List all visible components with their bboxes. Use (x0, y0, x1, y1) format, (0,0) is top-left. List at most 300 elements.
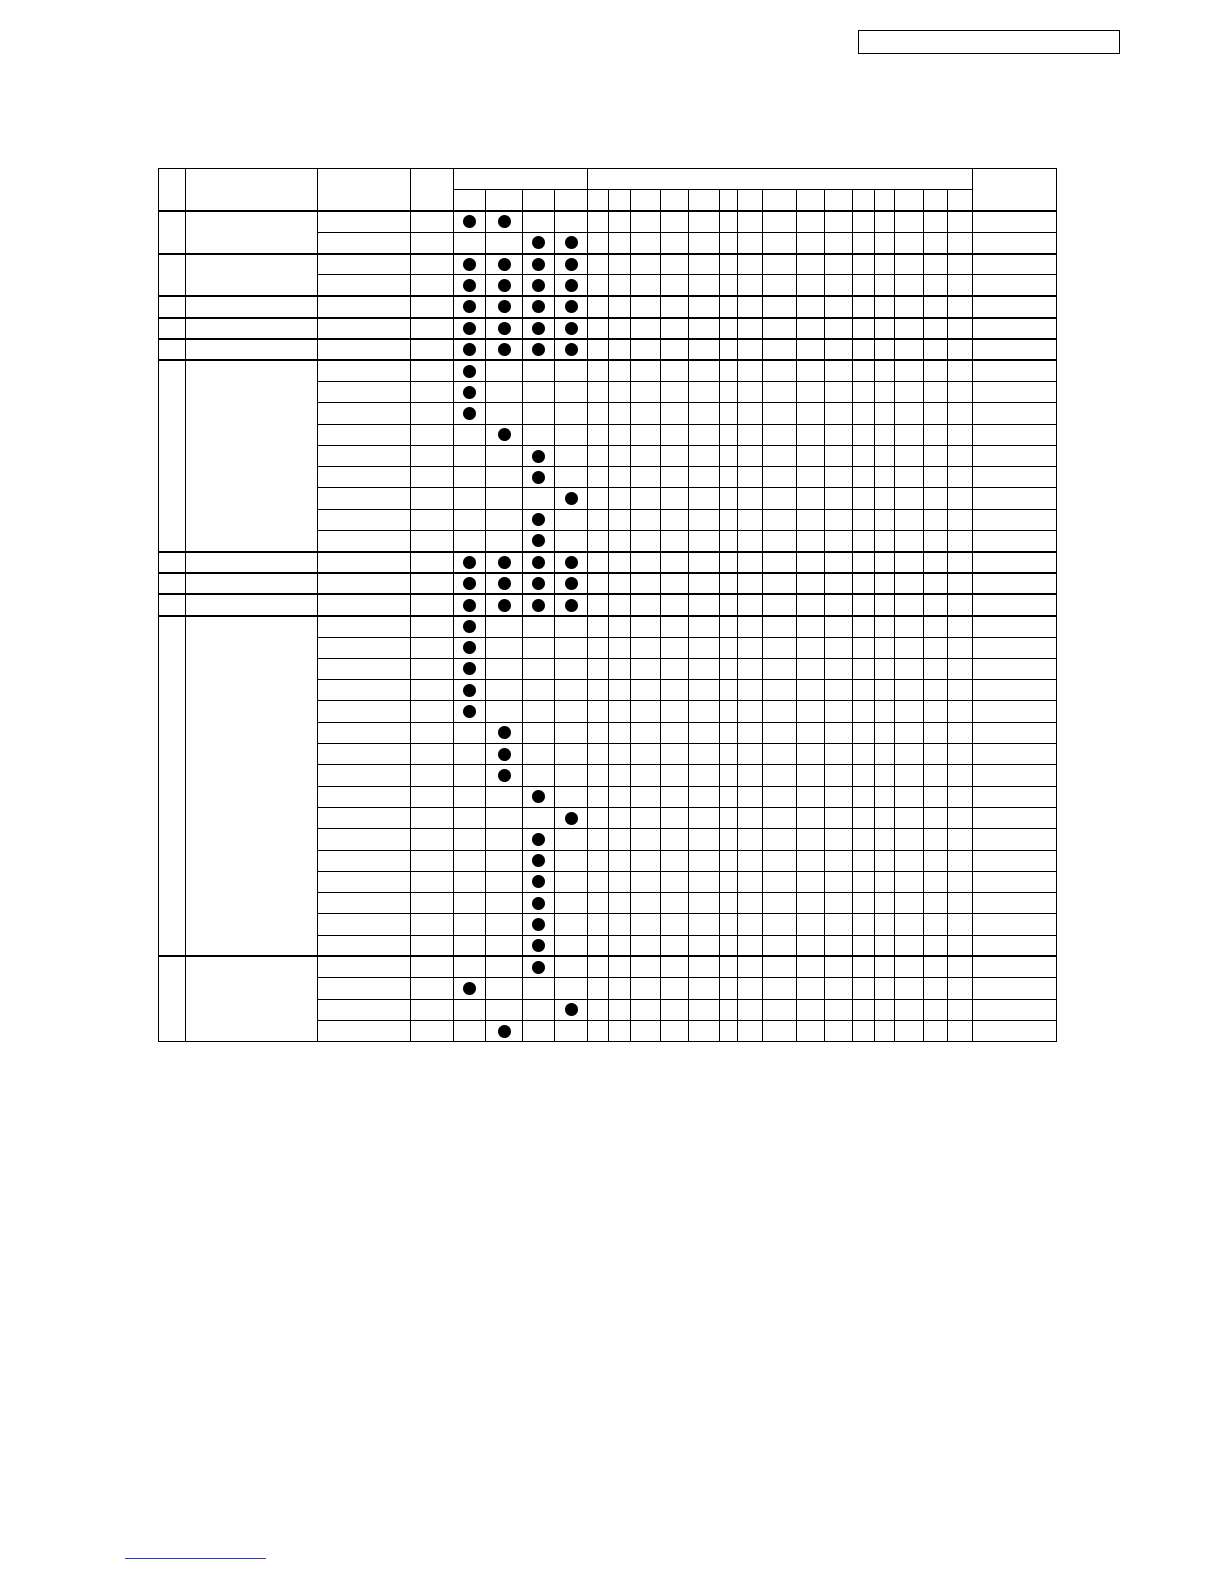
blank-grid-cell (948, 467, 973, 488)
blank-grid-cell (895, 956, 924, 977)
blank-grid-cell (588, 956, 609, 977)
blank-grid-cell (875, 914, 895, 935)
filled-circle-icon (532, 599, 545, 612)
blank-grid-cell (763, 467, 797, 488)
sub-part-cell (318, 275, 411, 296)
blank-grid-cell (875, 594, 895, 615)
sub-part-cell (318, 488, 411, 509)
parts-matrix-table (158, 168, 1057, 1042)
blank-grid-cell (853, 871, 875, 892)
blank-grid-cell (924, 1020, 948, 1041)
blank-grid-cell (588, 850, 609, 871)
remarks-cell (973, 616, 1057, 637)
blank-grid-cell (895, 424, 924, 445)
blank-grid-cell (609, 552, 631, 573)
model-check-cell (486, 488, 523, 509)
part-name-cell (186, 573, 318, 594)
blank-grid-cell (689, 956, 720, 977)
blank-grid-cell (738, 594, 763, 615)
header-no (159, 169, 186, 212)
blank-grid-cell (609, 211, 631, 232)
blank-grid-cell (689, 594, 720, 615)
blank-grid-cell (853, 445, 875, 466)
table-row (159, 296, 1057, 317)
blank-grid-cell (924, 445, 948, 466)
blank-grid-cell (763, 424, 797, 445)
blank-grid-cell (661, 445, 689, 466)
filled-circle-icon (463, 386, 476, 399)
blank-grid-cell (763, 871, 797, 892)
blank-grid-cell (689, 680, 720, 701)
qty-cell (411, 786, 454, 807)
model-check-cell (555, 318, 588, 339)
blank-grid-cell (825, 616, 853, 637)
blank-grid-cell (738, 956, 763, 977)
model-check-cell (454, 893, 486, 914)
remarks-cell (973, 871, 1057, 892)
blank-grid-cell (689, 339, 720, 360)
blank-grid-cell (948, 573, 973, 594)
blank-grid-cell (689, 616, 720, 637)
qty-cell (411, 978, 454, 999)
blank-grid-cell (609, 999, 631, 1020)
blank-grid-cell (738, 339, 763, 360)
blank-grid-cell (609, 914, 631, 935)
filled-circle-icon (532, 790, 545, 803)
qty-cell (411, 467, 454, 488)
blank-grid-cell (763, 275, 797, 296)
blank-grid-cell (720, 786, 738, 807)
model-check-cell (454, 871, 486, 892)
model-check-cell (523, 637, 555, 658)
blank-grid-cell (661, 658, 689, 679)
remarks-cell (973, 594, 1057, 615)
blank-grid-cell (825, 637, 853, 658)
blank-grid-cell (738, 978, 763, 999)
blank-grid-cell (825, 871, 853, 892)
remarks-cell (973, 424, 1057, 445)
blank-grid-cell (689, 467, 720, 488)
blank-grid-cell (924, 829, 948, 850)
blank-grid-cell (924, 381, 948, 402)
blank-grid-cell (763, 744, 797, 765)
blank-grid-cell (631, 893, 661, 914)
blank-grid-cell (853, 829, 875, 850)
model-check-cell (523, 871, 555, 892)
blank-grid-cell (825, 573, 853, 594)
blank-grid-cell (609, 786, 631, 807)
blank-grid-cell (661, 850, 689, 871)
blank-grid-cell (631, 424, 661, 445)
sub-part-cell (318, 381, 411, 402)
blank-grid-cell (588, 275, 609, 296)
model-check-cell (555, 552, 588, 573)
model-check-cell (523, 594, 555, 615)
blank-grid-cell (763, 893, 797, 914)
blank-grid-cell (797, 275, 825, 296)
blank-grid-cell (588, 381, 609, 402)
blank-grid-cell (738, 765, 763, 786)
blank-grid-cell (895, 893, 924, 914)
blank-grid-cell (720, 531, 738, 552)
model-check-cell (454, 701, 486, 722)
blank-grid-cell (825, 701, 853, 722)
qty-cell (411, 658, 454, 679)
filled-circle-icon (463, 641, 476, 654)
blank-grid-cell (588, 765, 609, 786)
blank-grid-cell (738, 871, 763, 892)
blank-grid-cell (895, 829, 924, 850)
filled-circle-icon (498, 577, 511, 590)
blank-grid-cell (609, 594, 631, 615)
blank-grid-cell (588, 573, 609, 594)
blank-grid-cell (738, 232, 763, 253)
blank-grid-cell (631, 978, 661, 999)
model-check-cell (486, 680, 523, 701)
blank-grid-cell (661, 531, 689, 552)
blank-grid-cell (875, 445, 895, 466)
model-check-cell (454, 765, 486, 786)
model-check-cell (555, 254, 588, 275)
sub-part-cell (318, 658, 411, 679)
model-check-cell (555, 722, 588, 743)
remarks-cell (973, 744, 1057, 765)
blank-grid-cell (895, 680, 924, 701)
blank-grid-cell (588, 829, 609, 850)
blank-grid-cell (661, 552, 689, 573)
row-number-cell (159, 573, 186, 594)
blank-grid-cell (720, 893, 738, 914)
blank-grid-cell (588, 1020, 609, 1041)
model-check-cell (523, 850, 555, 871)
remarks-cell (973, 893, 1057, 914)
remarks-cell (973, 445, 1057, 466)
filled-circle-icon (532, 556, 545, 569)
blank-grid-cell (825, 786, 853, 807)
model-check-cell (486, 509, 523, 530)
blank-grid-cell (763, 680, 797, 701)
sub-part-cell (318, 467, 411, 488)
blank-grid-cell (588, 403, 609, 424)
blank-grid-cell (631, 296, 661, 317)
filled-circle-icon (532, 471, 545, 484)
blank-grid-cell (588, 722, 609, 743)
filled-circle-icon (532, 534, 545, 547)
blank-grid-cell (875, 573, 895, 594)
blank-grid-cell (763, 509, 797, 530)
sub-part-cell (318, 893, 411, 914)
model-check-cell (523, 296, 555, 317)
blank-grid-cell (895, 807, 924, 828)
sub-part-cell (318, 318, 411, 339)
blank-grid-cell (738, 275, 763, 296)
blank-grid-cell (689, 893, 720, 914)
blank-grid-cell (720, 914, 738, 935)
filled-circle-icon (463, 599, 476, 612)
blank-grid-cell (631, 744, 661, 765)
blank-grid-cell (853, 552, 875, 573)
qty-cell (411, 722, 454, 743)
blank-grid-cell (631, 275, 661, 296)
blank-grid-cell (763, 318, 797, 339)
blank-grid-cell (875, 680, 895, 701)
model-check-cell (454, 488, 486, 509)
qty-cell (411, 509, 454, 530)
blank-grid-cell (875, 296, 895, 317)
blank-grid-cell (924, 254, 948, 275)
blank-grid-cell (797, 339, 825, 360)
blank-grid-cell (609, 232, 631, 253)
blank-grid-cell (631, 1020, 661, 1041)
remarks-cell (973, 722, 1057, 743)
row-number-cell (159, 594, 186, 615)
blank-grid-cell (797, 829, 825, 850)
part-name-cell (186, 254, 318, 297)
blank-grid-cell (797, 424, 825, 445)
blank-grid-cell (720, 296, 738, 317)
qty-cell (411, 850, 454, 871)
model-check-cell (454, 467, 486, 488)
remarks-cell (973, 211, 1057, 232)
model-check-cell (523, 531, 555, 552)
blank-grid-cell (924, 531, 948, 552)
model-check-cell (454, 978, 486, 999)
blank-grid-cell (720, 275, 738, 296)
remarks-cell (973, 318, 1057, 339)
filled-circle-icon (565, 492, 578, 505)
blank-grid-cell (631, 488, 661, 509)
blank-grid-cell (661, 956, 689, 977)
qty-cell (411, 275, 454, 296)
blank-grid-cell (738, 893, 763, 914)
model-check-cell (454, 680, 486, 701)
header-group-b-col (853, 190, 875, 211)
model-check-cell (486, 978, 523, 999)
blank-grid-cell (797, 445, 825, 466)
filled-circle-icon (532, 961, 545, 974)
blank-grid-cell (895, 381, 924, 402)
sub-part-cell (318, 914, 411, 935)
blank-grid-cell (738, 722, 763, 743)
blank-grid-cell (825, 658, 853, 679)
blank-grid-cell (738, 616, 763, 637)
blank-grid-cell (588, 786, 609, 807)
model-check-cell (523, 488, 555, 509)
filled-circle-icon (463, 407, 476, 420)
blank-grid-cell (631, 637, 661, 658)
model-check-cell (555, 765, 588, 786)
blank-grid-cell (720, 871, 738, 892)
model-check-cell (555, 829, 588, 850)
table-row (159, 616, 1057, 637)
blank-grid-cell (720, 658, 738, 679)
qty-cell (411, 360, 454, 381)
blank-grid-cell (588, 488, 609, 509)
blank-grid-cell (609, 807, 631, 828)
model-check-cell (555, 403, 588, 424)
model-check-cell (555, 658, 588, 679)
blank-grid-cell (763, 786, 797, 807)
model-check-cell (454, 360, 486, 381)
blank-grid-cell (875, 424, 895, 445)
blank-grid-cell (738, 531, 763, 552)
blank-grid-cell (689, 637, 720, 658)
model-check-cell (555, 807, 588, 828)
model-check-cell (523, 807, 555, 828)
qty-cell (411, 1020, 454, 1041)
sub-part-cell (318, 445, 411, 466)
qty-cell (411, 956, 454, 977)
blank-grid-cell (853, 254, 875, 275)
blank-grid-cell (948, 232, 973, 253)
qty-cell (411, 445, 454, 466)
model-check-cell (454, 658, 486, 679)
model-check-cell (486, 914, 523, 935)
blank-grid-cell (738, 701, 763, 722)
blank-grid-cell (825, 850, 853, 871)
blank-grid-cell (763, 701, 797, 722)
qty-cell (411, 254, 454, 275)
model-check-cell (454, 616, 486, 637)
model-check-cell (454, 594, 486, 615)
blank-grid-cell (895, 531, 924, 552)
qty-cell (411, 829, 454, 850)
blank-grid-cell (720, 637, 738, 658)
blank-grid-cell (661, 744, 689, 765)
blank-grid-cell (689, 296, 720, 317)
model-check-cell (454, 296, 486, 317)
qty-cell (411, 871, 454, 892)
blank-grid-cell (720, 765, 738, 786)
model-check-cell (486, 935, 523, 956)
header-group-a-col (523, 190, 555, 211)
blank-grid-cell (661, 701, 689, 722)
blank-grid-cell (948, 254, 973, 275)
blank-grid-cell (720, 701, 738, 722)
blank-grid-cell (763, 211, 797, 232)
blank-grid-cell (853, 1020, 875, 1041)
blank-grid-cell (853, 850, 875, 871)
blank-grid-cell (763, 360, 797, 381)
blank-grid-cell (853, 786, 875, 807)
blank-grid-cell (631, 722, 661, 743)
blank-grid-cell (895, 658, 924, 679)
blank-grid-cell (895, 978, 924, 999)
table-row (159, 956, 1057, 977)
blank-grid-cell (875, 978, 895, 999)
model-check-cell (555, 786, 588, 807)
blank-grid-cell (797, 381, 825, 402)
header-group-a-col (486, 190, 523, 211)
model-check-cell (523, 552, 555, 573)
model-check-cell (486, 339, 523, 360)
blank-grid-cell (924, 339, 948, 360)
blank-grid-cell (924, 786, 948, 807)
filled-circle-icon (498, 556, 511, 569)
blank-grid-cell (631, 573, 661, 594)
blank-grid-cell (689, 829, 720, 850)
blank-grid-cell (924, 424, 948, 445)
blank-grid-cell (895, 445, 924, 466)
blank-grid-cell (609, 744, 631, 765)
blank-grid-cell (797, 232, 825, 253)
blank-grid-cell (797, 786, 825, 807)
model-check-cell (555, 893, 588, 914)
model-check-cell (523, 424, 555, 445)
blank-grid-cell (661, 680, 689, 701)
blank-grid-cell (588, 680, 609, 701)
model-check-cell (486, 296, 523, 317)
blank-grid-cell (948, 978, 973, 999)
blank-grid-cell (738, 935, 763, 956)
filled-circle-icon (498, 300, 511, 313)
blank-grid-cell (875, 339, 895, 360)
model-check-cell (523, 339, 555, 360)
model-check-cell (523, 765, 555, 786)
model-check-cell (523, 680, 555, 701)
blank-grid-cell (631, 594, 661, 615)
part-name-cell (186, 956, 318, 1041)
blank-grid-cell (631, 211, 661, 232)
blank-grid-cell (875, 765, 895, 786)
sub-part-cell (318, 935, 411, 956)
blank-grid-cell (609, 254, 631, 275)
model-check-cell (486, 573, 523, 594)
model-check-cell (486, 403, 523, 424)
blank-grid-cell (853, 211, 875, 232)
blank-grid-cell (661, 978, 689, 999)
blank-grid-cell (895, 637, 924, 658)
blank-grid-cell (689, 424, 720, 445)
blank-grid-cell (763, 552, 797, 573)
filled-circle-icon (498, 258, 511, 271)
model-check-cell (486, 1020, 523, 1041)
model-check-cell (486, 850, 523, 871)
row-number-cell (159, 616, 186, 957)
blank-grid-cell (631, 914, 661, 935)
model-check-cell (486, 616, 523, 637)
qty-cell (411, 531, 454, 552)
blank-grid-cell (825, 680, 853, 701)
blank-grid-cell (875, 701, 895, 722)
blank-grid-cell (631, 701, 661, 722)
blank-grid-cell (924, 935, 948, 956)
blank-grid-cell (875, 637, 895, 658)
blank-grid-cell (763, 232, 797, 253)
blank-grid-cell (689, 744, 720, 765)
blank-grid-cell (825, 254, 853, 275)
blank-grid-cell (853, 509, 875, 530)
model-check-cell (555, 935, 588, 956)
filled-circle-icon (532, 450, 545, 463)
header-group-a-col (555, 190, 588, 211)
blank-grid-cell (797, 765, 825, 786)
model-check-cell (523, 829, 555, 850)
model-check-cell (555, 339, 588, 360)
blank-grid-cell (948, 999, 973, 1020)
blank-grid-cell (853, 914, 875, 935)
blank-grid-cell (661, 403, 689, 424)
part-name-cell (186, 318, 318, 339)
footer-link-underline[interactable] (125, 1552, 266, 1559)
blank-grid-cell (853, 722, 875, 743)
blank-grid-cell (825, 744, 853, 765)
blank-grid-cell (853, 956, 875, 977)
row-number-cell (159, 552, 186, 573)
blank-grid-cell (875, 403, 895, 424)
blank-grid-cell (689, 722, 720, 743)
remarks-cell (973, 850, 1057, 871)
